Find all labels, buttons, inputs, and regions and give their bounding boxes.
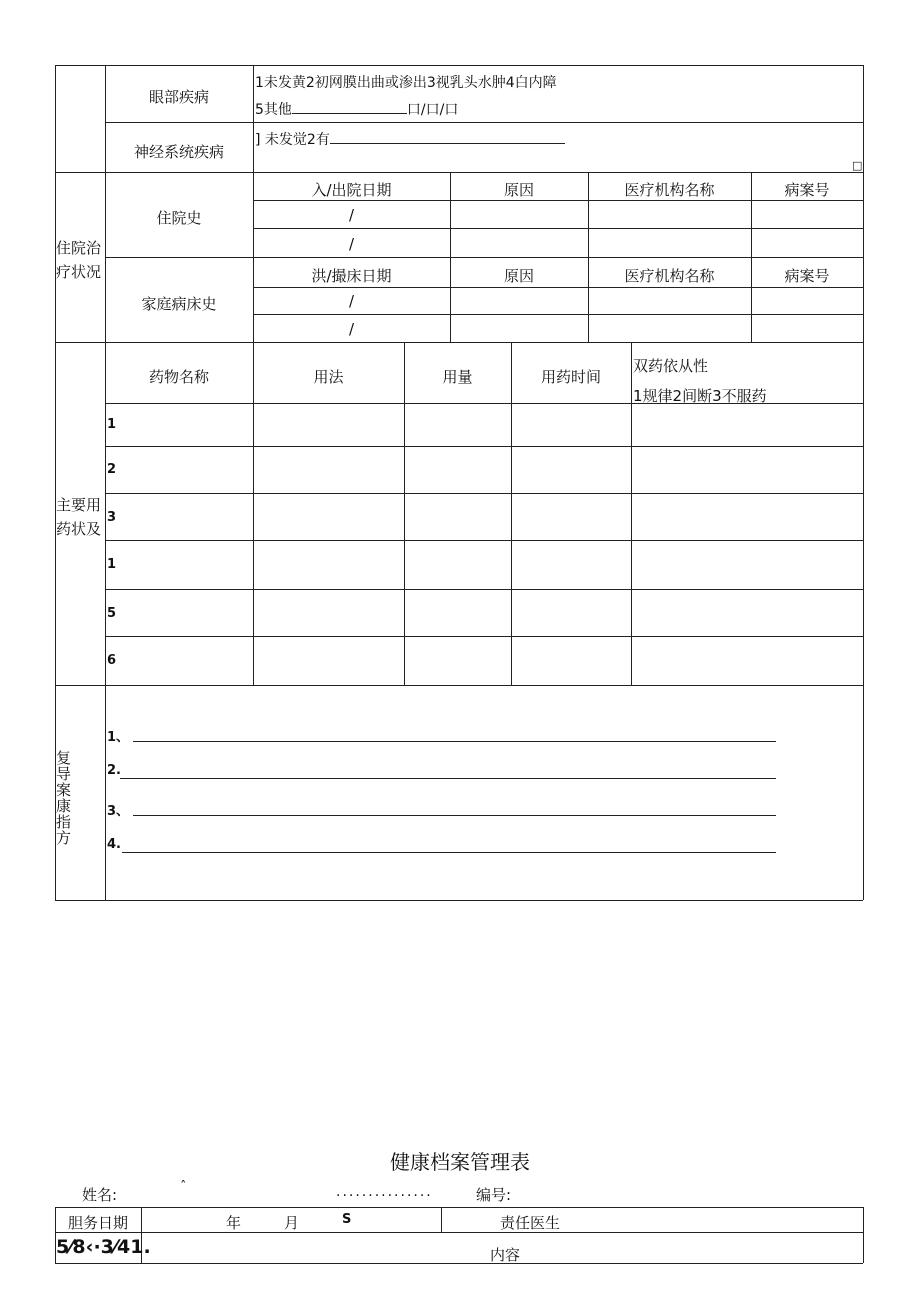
med-row-5-index: 5 xyxy=(107,606,117,621)
eye-other-prefix: 5其他 xyxy=(255,102,292,118)
treatment-label-line2: 疗状况 xyxy=(56,263,102,281)
guidance-label xyxy=(56,750,76,846)
hosp-row-2-date[interactable]: / xyxy=(348,235,355,253)
med-header-usage: 用法 xyxy=(313,368,344,386)
medication-label xyxy=(56,493,101,541)
guidance-char-1: 复 xyxy=(56,749,72,767)
home-header-record-no: 病案号 xyxy=(784,267,830,285)
eye-disease-label: 眼部疾病 xyxy=(148,88,209,106)
guidance-char-6: 方 xyxy=(56,829,72,847)
hosp-header-institution: 医疗机构名称 xyxy=(624,181,715,199)
med-row-2-index: 2 xyxy=(107,462,117,477)
guidance-item-4-num: 4. xyxy=(107,837,121,852)
hosp-header-date: 入/出院日期 xyxy=(311,181,392,199)
med-header-name: 药物名称 xyxy=(148,368,209,386)
med-header-compliance xyxy=(633,351,767,411)
name-value[interactable]: ˆ xyxy=(180,1180,187,1195)
home-header-reason: 原因 xyxy=(503,267,534,285)
nerve-disease-options xyxy=(255,129,565,149)
service-date-label: 胆务日期 xyxy=(67,1214,128,1232)
content-label: 内容 xyxy=(490,1246,521,1264)
home-header-date: 洪/撮床日期 xyxy=(311,267,392,285)
eye-disease-other xyxy=(255,99,458,119)
guidance-item-1-num: 1、 xyxy=(107,730,130,745)
hosp-header-record-no: 病案号 xyxy=(784,181,830,199)
hospitalization-label: 住院史 xyxy=(156,209,202,227)
home-header-institution: 医疗机构名称 xyxy=(624,267,715,285)
med-row-3-index: 3 xyxy=(107,510,117,525)
home-row-1-date[interactable]: / xyxy=(348,292,355,310)
guidance-item-3-num: 3、 xyxy=(107,804,130,819)
guidance-item-2-num: 2. xyxy=(107,763,121,778)
nerve-disease-label: 神经系统疾病 xyxy=(133,143,224,161)
med-header-time: 用药时间 xyxy=(540,368,601,386)
management-title: 健康档案管理表 xyxy=(390,1150,530,1174)
med-header-dosage: 用量 xyxy=(442,368,473,386)
guidance-char-2: 导 xyxy=(56,765,72,783)
number-label: 编号: xyxy=(476,1186,512,1204)
guidance-char-5: 指 xyxy=(56,813,72,831)
nerve-corner-box[interactable]: □ xyxy=(852,159,863,172)
hosp-row-1-date[interactable]: / xyxy=(348,206,355,224)
service-day: S xyxy=(342,1212,352,1227)
eye-other-blank[interactable] xyxy=(292,99,407,114)
compliance-line2: 1规律2间断3不服药 xyxy=(633,387,767,405)
medication-label-line2: 药状及 xyxy=(56,520,102,538)
doctor-label: 责任医生 xyxy=(500,1214,561,1232)
home-bed-label: 家庭病床史 xyxy=(141,295,217,313)
treatment-label-line1: 住院治 xyxy=(56,239,102,257)
med-row-1-index: 1 xyxy=(107,417,117,432)
nerve-prefix: ] 未发觉2有 xyxy=(255,132,330,148)
service-month: 月 xyxy=(284,1214,300,1232)
hosp-header-reason: 原因 xyxy=(503,181,534,199)
guidance-char-3: 案 xyxy=(56,781,72,799)
medication-label-line1: 主要用 xyxy=(56,496,102,514)
treatment-status-label xyxy=(56,236,101,284)
home-row-2-date[interactable]: / xyxy=(348,320,355,338)
garbled-left-label: 5⁄8‹·3⁄41. xyxy=(56,1236,151,1258)
med-row-4-index: 1 xyxy=(107,557,117,572)
guidance-char-4: 康 xyxy=(56,797,72,815)
service-year: 年 xyxy=(226,1214,242,1232)
compliance-line1: 双药依从性 xyxy=(633,357,709,375)
nerve-blank[interactable] xyxy=(330,129,565,144)
eye-disease-options: 1未发黄2初网膜出曲或渗出3视乳头水肿4白内障 xyxy=(255,75,557,91)
eye-other-checkboxes[interactable]: 口/口/口 xyxy=(406,102,459,118)
name-label: 姓名: xyxy=(82,1186,118,1204)
med-row-6-index: 6 xyxy=(107,653,117,668)
dots-separator: ............... xyxy=(336,1184,433,1200)
